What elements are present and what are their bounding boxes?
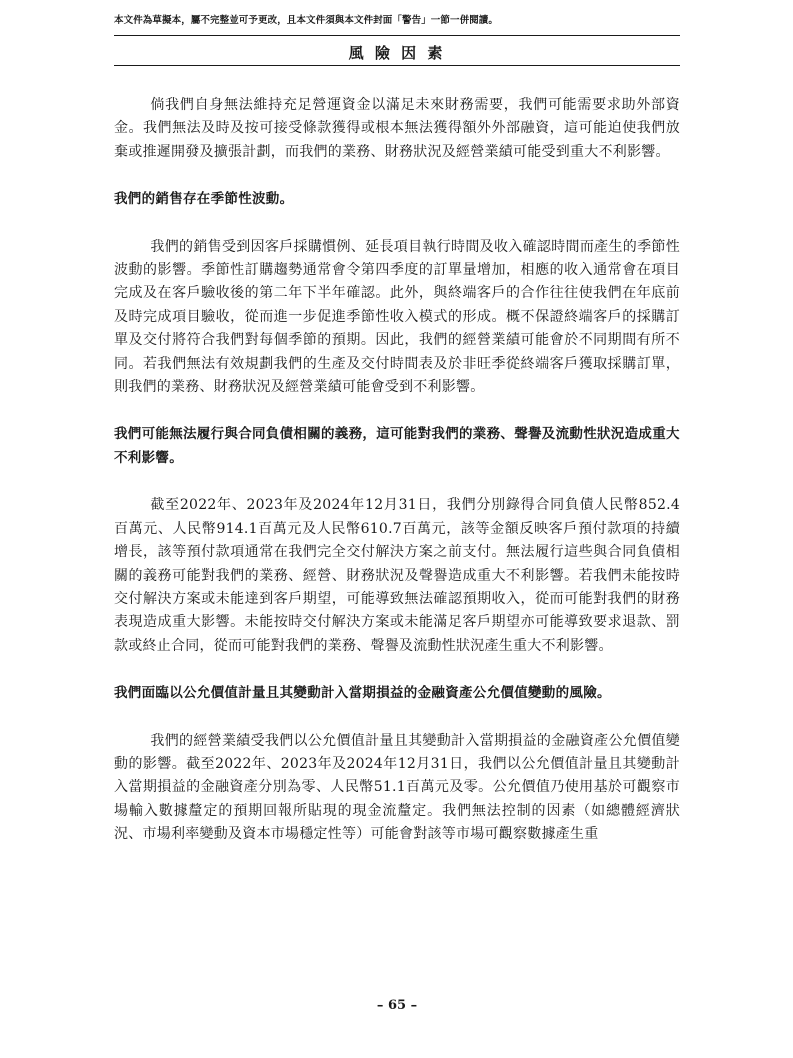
paragraph-contract-liabilities: 截至2022年、2023年及2024年12月31日，我們分別錄得合同負債人民幣852.4百萬元、人民幣914.1百萬元及人民幣610.7百萬元，該等金額反映客戶預付款項的持續增長，該等預付款項通常在我們完全交付解決方案之前支付。無法履行這些與合同負債相關的義務可能對我們的業務、經營、財務狀況及聲譽造成重大不利影響。若我們未能按時交付解決方案或未能達到客戶期望，可能導致無法確認預期收入，從而可能對我們的財務表現造成重大影響。未能按時交付解決方案或未能滿足客戶期望亦可能導致要求退款、罰款或終止合同，從而可能對我們的業務、聲譽及流動性狀況產生重大不利影響。 [114,497,680,654]
draft-disclaimer: 本文件為草擬本，屬不完整並可予更改，且本文件須與本文件封面「警告」一節一併閱讀。 [114,15,499,26]
page-number: – 65 – [376,998,418,1013]
paragraph-working-capital: 倘我們自身無法維持充足營運資金以滿足未來財務需要，我們可能需要求助外部資金。我們無法及時及按可接受條款獲得或根本無法獲得額外外部融資，這可能迫使我們放棄或推遲開發及擴張計劃，而我們的業務、財務狀況及經營業績可能受到重大不利影響。 [114,97,680,160]
heading-fair-value-risk: 我們面臨以公允價值計量且其變動計入當期損益的金融資產公允價值變動的風險。 [114,685,611,702]
section-title: 風 險 因 素 [348,44,446,62]
header-divider-bottom [114,65,680,66]
header-divider-top [114,35,680,36]
heading-seasonal-fluctuation: 我們的銷售存在季節性波動。 [114,191,294,208]
paragraph-seasonal-sales: 我們的銷售受到因客戶採購慣例、延長項目執行時間及收入確認時間而產生的季節性波動的影響。季節性訂購趨勢通常會令第四季度的訂單量增加，相應的收入通常會在項目完成及在客戶驗收後的第二年下半年確認。此外，與終端客戶的合作往往使我們在年底前及時完成項目驗收，從而進一步促進季節性收入模式的形成。概不保證終端客戶的採購訂單及交付將符合我們對每個季節的預期。因此，我們的經營業績可能會於不同期間有所不同。若我們無法有效規劃我們的生產及交付時間表及於非旺季從終端客戶獲取採購訂單，則我們的業務、財務狀況及經營業績可能會受到不利影響。 [114,238,680,396]
heading-contract-liabilities: 我們可能無法履行與合同負債相關的義務，這可能對我們的業務、聲譽及流動性狀況造成重大不利影響。 [114,426,680,466]
paragraph-fair-value: 我們的經營業績受我們以公允價值計量且其變動計入當期損益的金融資產公允價值變動的影響。截至2022年、2023年及2024年12月31日，我們以公允價值計量且其變動計入當期損益的金融資產分別為零、人民幣51.1百萬元及零。公允價值乃使用基於可觀察市場輸入數據釐定的預期回報所貼現的現金流釐定。我們無法控制的因素（如總體經濟狀況、市場利率變動及資本市場穩定性等）可能會對該等市場可觀察數據產生重 [114,732,680,843]
page-body [114,94,680,847]
